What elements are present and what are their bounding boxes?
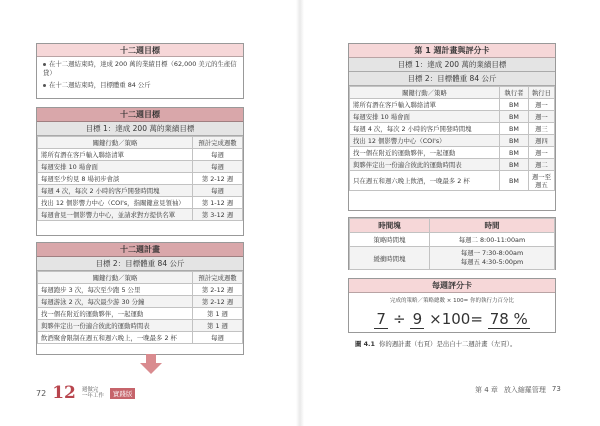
plan-1-title: 十二週目標	[37, 108, 243, 122]
time-blocks-table	[349, 218, 555, 270]
plan-2-goal: 目標 2：目標體重 84 公斤	[37, 257, 243, 271]
divide-sign: ÷	[392, 310, 406, 328]
table-row	[350, 135, 555, 147]
action-cell: 每週 4 次，每次 2 小時的客戶開發時間塊	[38, 185, 193, 197]
col-block-header: 時間塊	[350, 219, 430, 233]
action-cell: 每週安排 10 場會面	[350, 111, 500, 123]
table-row	[350, 171, 555, 191]
col-time-header: 時間	[430, 219, 555, 233]
left-page-number: 72	[36, 388, 47, 398]
week-cell: 每週	[193, 161, 243, 173]
week-cell: 第 1 週	[193, 320, 243, 332]
week-cell: 第 2-12 週	[193, 173, 243, 185]
col-action-header: 關鍵行動／策略	[38, 137, 193, 149]
day-cell: 週一至週五	[528, 171, 554, 191]
action-cell: 每週游泳 2 次，每次最少游 30 分鐘	[38, 296, 193, 308]
table-header-row	[350, 219, 555, 233]
table-header-row	[38, 272, 243, 284]
book-spine	[296, 0, 304, 426]
figure-caption-text: 你的週計畫（右頁）是出自十二週計畫（左頁）。	[378, 340, 517, 348]
table-row	[38, 149, 243, 161]
action-cell: 飲酒聚會限制在週五和週六晚上，一晚最多 2 杯	[38, 332, 193, 344]
col-week-header: 預計完成週數	[193, 272, 243, 284]
table-header-row	[38, 137, 243, 149]
col-week-header: 預計完成週數	[193, 137, 243, 149]
who-cell: BM	[500, 99, 529, 111]
table-row	[350, 123, 555, 135]
table-header-row	[350, 87, 555, 99]
book-edition-tag: 實踐版	[110, 388, 136, 399]
action-cell: 與夥伴定出一份適合彼此的運動時間表	[38, 320, 193, 332]
arrow-down-icon	[140, 354, 162, 374]
chapter-label: 第 4 章	[475, 386, 498, 394]
week-cell: 每週	[193, 185, 243, 197]
col-action-header: 關鍵行動／策略	[38, 272, 193, 284]
table-row	[350, 147, 555, 159]
book-logo-line-1: 週做完	[81, 387, 99, 393]
table-row	[38, 296, 243, 308]
who-cell: BM	[500, 111, 529, 123]
time-blocks-box	[348, 217, 556, 270]
total-count: 9	[410, 310, 424, 329]
week-cell: 第 3-12 週	[193, 209, 243, 221]
who-cell: BM	[500, 171, 529, 191]
plan-1-table	[37, 136, 243, 221]
goal-bullet-item	[43, 80, 237, 90]
goal-bullet-list	[37, 57, 243, 93]
week-cell: 每週	[193, 332, 243, 344]
action-cell: 找一個在附近的運動夥伴，一起運動	[350, 147, 500, 159]
week-cell: 每週	[193, 149, 243, 161]
table-row	[350, 233, 555, 247]
weekly-plan-table	[349, 86, 555, 191]
table-row	[38, 161, 243, 173]
day-cell: 週二	[528, 159, 554, 171]
action-cell: 每週會見一個影響力中心，並請求對方提供名單	[38, 209, 193, 221]
left-page-footer	[36, 383, 135, 403]
week-cell: 第 1-12 週	[193, 197, 243, 209]
table-row	[350, 159, 555, 171]
who-cell: BM	[500, 159, 529, 171]
week-cell: 第 2-12 週	[193, 296, 243, 308]
action-cell: 找出 12 個影響力中心（COI's，指關鍵意見領袖）	[38, 197, 193, 209]
table-row	[38, 185, 243, 197]
goal-bullet-text: 在十二週結束時，達成 200 萬的業績目標（62,000 美元的生產信貸）	[43, 60, 237, 77]
time-cell: 每週一 7:30-8:00am 每週五 4:30-5:00pm	[430, 247, 555, 270]
goal-bullet-item	[43, 60, 237, 78]
goal-bullet-text: 在十二週結束時，目標體重 84 公斤	[49, 81, 151, 89]
table-row	[38, 197, 243, 209]
table-row	[38, 320, 243, 332]
scorecard-subtitle: 完成的策略／策略總數 × 100= 你的執行力百分比	[390, 298, 514, 304]
table-row	[350, 99, 555, 111]
table-row	[38, 284, 243, 296]
action-cell: 與夥伴定出一份適合彼此的運動時間表	[350, 159, 500, 171]
twelve-week-goal-box	[36, 43, 244, 99]
scorecard-title: 每週評分卡	[349, 279, 555, 293]
completed-count: 7	[374, 310, 388, 329]
bullet-icon	[43, 63, 46, 66]
action-cell: 找一個在附近的運動夥伴，一起運動	[38, 308, 193, 320]
block-cell: 策略時間塊	[350, 233, 430, 247]
scorecard-box	[348, 278, 556, 333]
action-cell: 每週安排 10 場會面	[38, 161, 193, 173]
table-row	[38, 209, 243, 221]
action-cell: 將所有潛在客戶輸入聯絡清單	[38, 149, 193, 161]
block-cell: 緩衝時間塊	[350, 247, 430, 270]
col-action-header: 關鍵行動／策略	[350, 87, 500, 99]
action-cell: 將所有潛在客戶輸入聯絡清單	[350, 99, 500, 111]
action-cell: 每週 4 次，每次 2 小時的客戶開發時間塊	[350, 123, 500, 135]
bullet-icon	[43, 84, 46, 87]
score-formula	[349, 304, 555, 329]
twelve-week-goal-title: 十二週目標	[37, 44, 243, 57]
book-logo-number: 12	[52, 383, 76, 403]
table-row	[38, 173, 243, 185]
who-cell: BM	[500, 135, 529, 147]
right-page-footer	[475, 385, 561, 395]
multiply-text: ×100=	[429, 310, 483, 328]
score-result: 78 %	[489, 310, 528, 328]
figure-label: 圖 4.1	[355, 340, 375, 348]
twelve-week-plan-2-box	[36, 242, 244, 355]
weekly-goal-2: 目標 2：目標體重 84 公斤	[349, 72, 555, 86]
action-cell: 每週跑步 3 次，每次至少跑 5 公里	[38, 284, 193, 296]
weekly-plan-box	[348, 43, 556, 211]
action-cell: 每週至少約見 8 場初步會談	[38, 173, 193, 185]
table-row	[350, 111, 555, 123]
action-cell: 只在週五和週六晚上飲酒，一晚最多 2 杯	[350, 171, 500, 191]
weekly-goal-1: 目標 1：達成 200 萬的業績目標	[349, 58, 555, 72]
action-cell: 找出 12 個影響力中心（COI's）	[350, 135, 500, 147]
day-cell: 週三	[528, 123, 554, 135]
table-row	[38, 308, 243, 320]
day-cell: 週一	[528, 147, 554, 159]
book-logo-text	[82, 387, 104, 399]
plan-1-goal: 目標 1：達成 200 萬的業績目標	[37, 122, 243, 136]
twelve-week-plan-1-box	[36, 107, 244, 236]
book-logo-line-2: 一年工作	[81, 393, 104, 399]
day-cell: 週四	[528, 135, 554, 147]
who-cell: BM	[500, 123, 529, 135]
figure-caption	[355, 339, 516, 348]
time-cell: 每週二 8:00-11:00am	[430, 233, 555, 247]
col-day-header: 執行日	[528, 87, 554, 99]
who-cell: BM	[500, 147, 529, 159]
table-row	[350, 247, 555, 270]
table-row	[38, 332, 243, 344]
plan-2-table	[37, 271, 243, 344]
week-cell: 第 1 週	[193, 308, 243, 320]
right-page-number: 73	[551, 385, 561, 393]
plan-2-title: 十二週計畫	[37, 243, 243, 257]
col-who-header: 執行者	[500, 87, 529, 99]
day-cell: 週一	[528, 99, 554, 111]
day-cell: 週一	[528, 111, 554, 123]
week-cell: 第 2-12 週	[193, 284, 243, 296]
chapter-title: 放入縮羅管理	[503, 386, 546, 394]
weekly-plan-title: 第 1 週計畫與評分卡	[349, 44, 555, 58]
